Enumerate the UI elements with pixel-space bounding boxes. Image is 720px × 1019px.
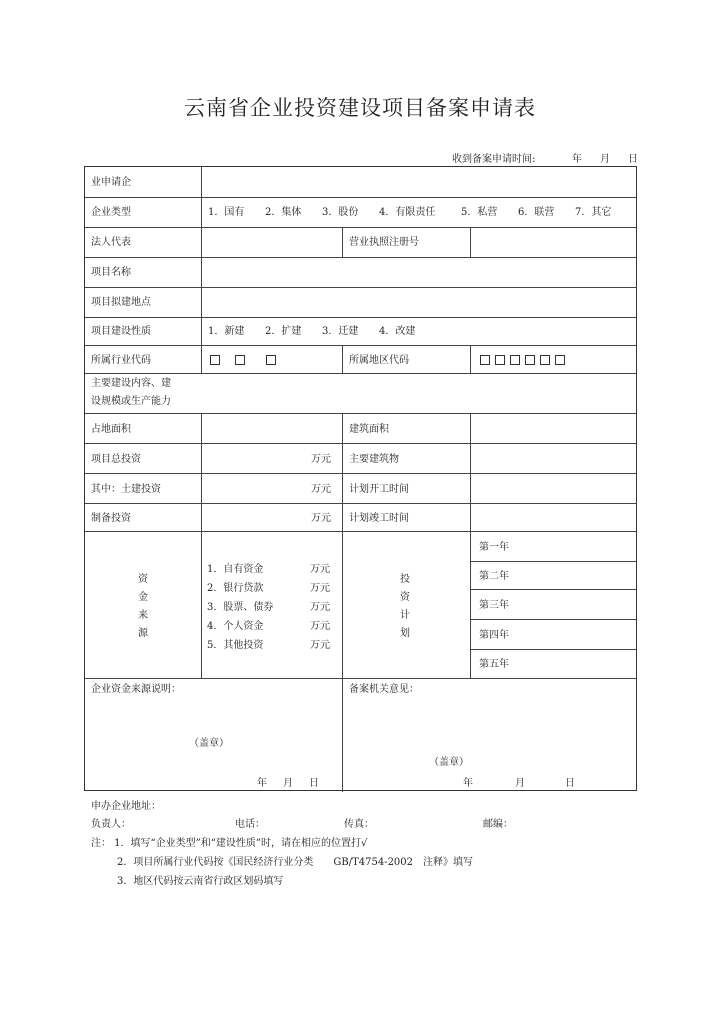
- construction-nature-option[interactable]: 3．迁建: [322, 326, 359, 337]
- planned-start-label: 计划开工时间: [349, 484, 409, 495]
- construction-nature-option[interactable]: 1．新建: [208, 326, 245, 337]
- region-code-box[interactable]: [525, 355, 535, 365]
- construction-nature-option[interactable]: 2．扩建: [265, 326, 302, 337]
- funding-label-char: 资: [138, 574, 148, 585]
- region-code-box[interactable]: [480, 355, 490, 365]
- industry-code-box[interactable]: [235, 355, 245, 365]
- enterprise-type-option[interactable]: 4．有限责任: [379, 207, 436, 218]
- funding-unit: 万元: [310, 564, 330, 575]
- main-content-label-line1: 主要建设内容、建: [91, 378, 171, 389]
- receive-year: 年: [572, 154, 582, 165]
- civil-investment-label: 其中：土建投资: [91, 484, 161, 495]
- funding-label-char: 金: [138, 592, 148, 603]
- seal-label: （盖章）: [429, 757, 469, 768]
- region-code-box[interactable]: [555, 355, 565, 365]
- equipment-investment-label: 制备投资: [91, 513, 131, 524]
- note-line: 2．项目所属行业代码按《国民经济行业分类 GB/T4754-2002 注释》填写: [117, 857, 474, 868]
- region-code-box[interactable]: [540, 355, 550, 365]
- funding-item: 3．股票、债券: [207, 602, 274, 613]
- funding-label-char: 源: [138, 628, 148, 639]
- project-name-label: 项目名称: [91, 267, 131, 278]
- region-code-box[interactable]: [510, 355, 520, 365]
- plan-year-label: 第一年: [479, 542, 509, 553]
- manager-label: 负责人：: [91, 819, 131, 830]
- region-code-label: 所属地区代码: [349, 355, 409, 366]
- application-form: [84, 166, 637, 791]
- applicant-label: 业申请企: [91, 177, 131, 188]
- plan-year-label: 第四年: [479, 630, 509, 641]
- plan-label-char: 划: [400, 628, 410, 639]
- note-line: 注： 1．填写“企业类型”和“建设性质”时，请在相应的位置打√: [91, 838, 368, 849]
- license-no-label: 营业执照注册号: [349, 237, 419, 248]
- funding-unit: 万元: [310, 621, 330, 632]
- total-investment-label: 项目总投资: [91, 454, 141, 465]
- date-day: 日: [565, 778, 575, 789]
- date-day: 日: [309, 778, 319, 789]
- plan-year-label: 第五年: [479, 659, 509, 670]
- funding-unit: 万元: [310, 583, 330, 594]
- unit-label: 万元: [311, 513, 331, 524]
- enterprise-type-option[interactable]: 7．其它: [575, 207, 612, 218]
- date-month: 月: [515, 778, 525, 789]
- project-site-label: 项目拟建地点: [91, 297, 151, 308]
- date-year: 年: [257, 778, 267, 789]
- construction-nature-label: 项目建设性质: [91, 326, 151, 337]
- postcode-label: 邮编：: [483, 819, 513, 830]
- funding-item: 5．其他投资: [207, 640, 264, 651]
- seal-label: （盖章）: [189, 738, 229, 749]
- unit-label: 万元: [311, 454, 331, 465]
- construction-nature-option[interactable]: 4．改建: [379, 326, 416, 337]
- region-code-box[interactable]: [495, 355, 505, 365]
- legal-rep-label: 法人代表: [91, 237, 131, 248]
- funding-item: 1．自有资金: [207, 564, 264, 575]
- receive-month: 月: [600, 154, 610, 165]
- funding-label-char: 来: [138, 610, 148, 621]
- unit-label: 万元: [311, 484, 331, 495]
- enterprise-type-option[interactable]: 1．国有: [208, 207, 245, 218]
- enterprise-type-option[interactable]: 2．集体: [265, 207, 302, 218]
- page-title: 云南省企业投资建设项目备案申请表: [184, 96, 536, 120]
- plan-label-char: 资: [400, 592, 410, 603]
- date-month: 月: [283, 778, 293, 789]
- funding-source-note-label: 企业资金来源说明：: [91, 684, 181, 695]
- funding-unit: 万元: [310, 602, 330, 613]
- date-year: 年: [463, 778, 473, 789]
- funding-item: 2．银行贷款: [207, 583, 264, 594]
- receive-day: 日: [628, 154, 638, 165]
- enterprise-type-option[interactable]: 6．联营: [518, 207, 555, 218]
- main-buildings-label: 主要建筑物: [349, 454, 399, 465]
- phone-label: 电话：: [235, 819, 265, 830]
- industry-code-label: 所属行业代码: [91, 355, 151, 366]
- plan-year-label: 第三年: [479, 600, 509, 611]
- enterprise-type-option[interactable]: 5．私营: [461, 207, 498, 218]
- main-content-label-line2: 设规模或生产能力: [91, 396, 171, 407]
- plan-label-char: 计: [400, 610, 410, 621]
- plan-year-label: 第二年: [479, 571, 509, 582]
- land-area-label: 占地面积: [91, 424, 131, 435]
- enterprise-address-label: 申办企业地址：: [91, 801, 161, 812]
- planned-finish-label: 计划竣工时间: [349, 513, 409, 524]
- funding-unit: 万元: [310, 640, 330, 651]
- industry-code-box[interactable]: [210, 355, 220, 365]
- enterprise-type-option[interactable]: 3．股份: [322, 207, 359, 218]
- building-area-label: 建筑面积: [349, 424, 389, 435]
- plan-label-char: 投: [400, 574, 410, 585]
- note-line: 3．地区代码按云南省行政区划码填写: [117, 876, 284, 887]
- funding-item: 4．个人资金: [207, 621, 264, 632]
- fax-label: 传真：: [344, 819, 374, 830]
- agency-opinion-label: 备案机关意见：: [349, 684, 419, 695]
- enterprise-type-label: 企业类型: [91, 207, 131, 218]
- industry-code-box[interactable]: [266, 355, 276, 365]
- receive-time-label: 收到备案申请时间:: [452, 154, 536, 165]
